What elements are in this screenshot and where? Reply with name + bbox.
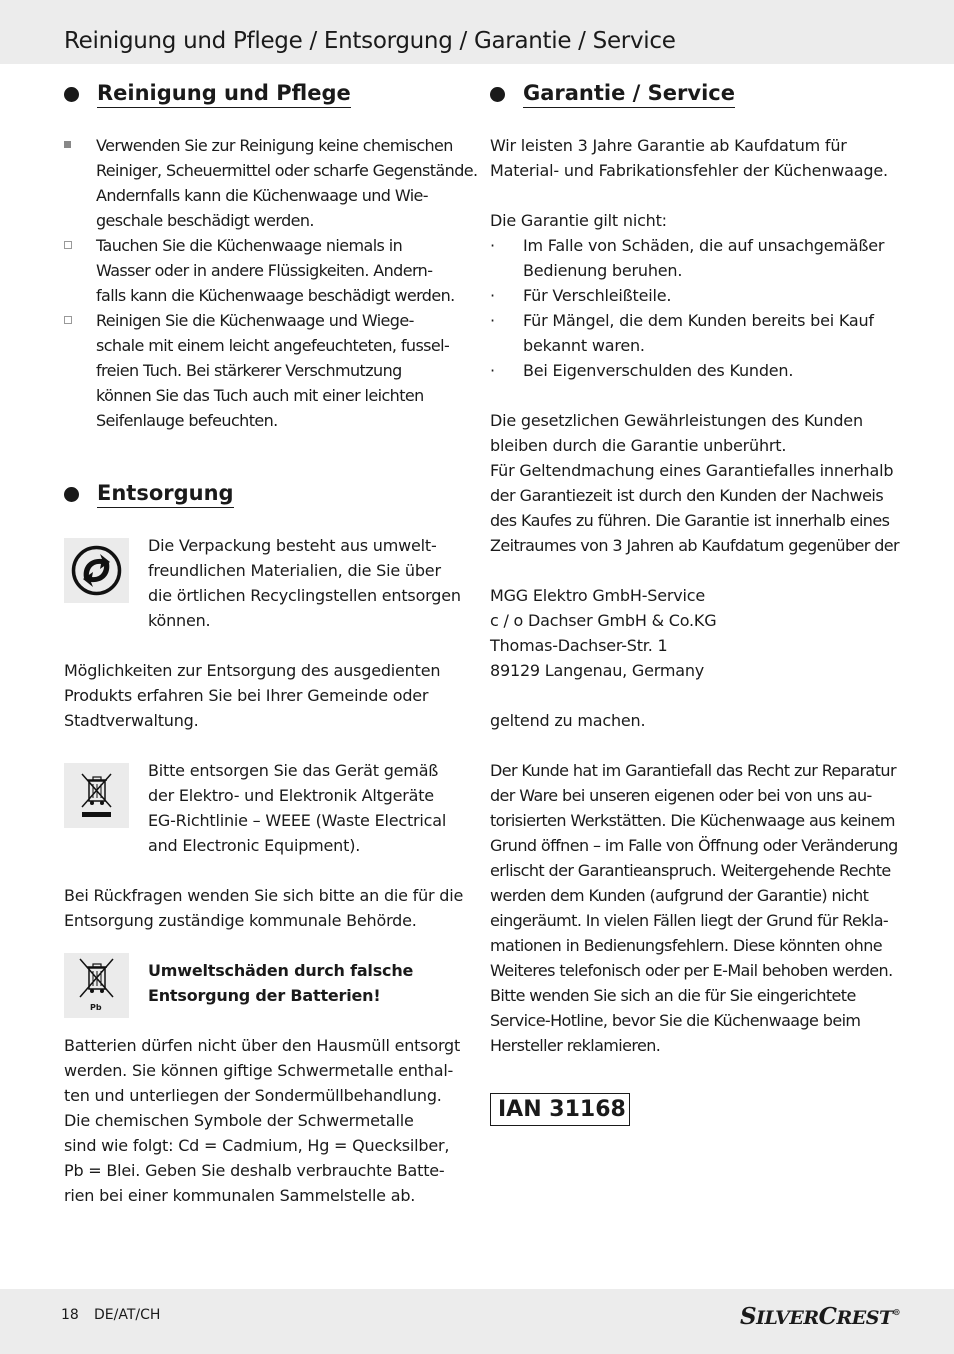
battery-warning: Umweltschäden durch falsche Entsorgung der Batterien!	[148, 961, 414, 1005]
bullet-dot-icon	[490, 87, 505, 102]
section-heading-warranty	[490, 80, 735, 108]
dot-bullet-icon: ·	[490, 311, 496, 330]
exclusion-1: Im Falle von Schäden, die auf unsachgemäßer Bedienung beruhen.	[523, 236, 885, 280]
packaging-text: Die Verpackung besteht aus umwelt- freundlichen Materialien, die Sie über die örtlichen Recyclingstellen entsorgen können.	[148, 536, 461, 630]
page-language: DE/AT/CH	[94, 1307, 161, 1323]
heading-label: Entsorgung	[97, 480, 234, 508]
weee-text: Bitte entsorgen Sie das Gerät gemäß der Elektro- und Elektronik Altgeräte EG-Richtlinie – WEEE (Waste Electrical and Electronic Equipment).	[148, 761, 447, 855]
page-title: Reinigung und Pflege / Entsorgung / Garantie / Service	[64, 28, 676, 54]
cleaning-item-3: Reinigen Sie die Küchenwaage und Wiege- schale mit einem leicht angefeuchteten, fussel- freien Tuch. Bei stärkerer Verschmutzung können Sie das Tuch auch mit einer leichten Seifenlauge befeuchten.	[96, 311, 450, 430]
disposal-options-text: Möglichkeiten zur Entsorgung des ausgedienten Produkts erfahren Sie bei Ihrer Gemeinde oder Stadtverwaltung.	[64, 661, 441, 730]
cleaning-item-2: Tauchen Sie die Küchenwaage niemals in Wasser oder in andere Flüssigkeiten. Andern- falls kann die Küchenwaage beschädigt werden.	[96, 236, 455, 305]
square-bullet-icon	[64, 141, 71, 148]
battery-pb-label: Pb	[90, 1003, 102, 1012]
exclusion-3: Für Mängel, die dem Kunden bereits bei Kauf bekannt waren.	[523, 311, 874, 355]
heading-label: Garantie / Service	[523, 80, 735, 108]
square-outline-bullet-icon	[64, 316, 72, 324]
battery-text: Batterien dürfen nicht über den Hausmüll entsorgt werden. Sie können giftige Schwermetalle enthal- ten und unterliegen der Sondermüllbehandlung. Die chemischen Symbole der Schwermetalle sind wie folgt: Cd = Cadmium, Hg = Quecksilber, Pb = Blei. Geben Sie deshalb verbrauchte Batte- rien bei einer kommunalen Sammelstelle ab.	[64, 1036, 461, 1205]
bullet-dot-icon	[64, 87, 79, 102]
dot-bullet-icon: ·	[490, 361, 496, 380]
bullet-dot-icon	[64, 487, 79, 502]
warranty-not-valid-label: Die Garantie gilt nicht:	[490, 211, 667, 230]
dot-bullet-icon: ·	[490, 286, 496, 305]
warranty-statutory: Die gesetzlichen Gewährleistungen des Kunden bleiben durch die Garantie unberührt. Für Geltendmachung eines Garantiefalles innerhalb der Garantiezeit ist durch den Kunden der Nachweis des Kaufes zu führen. Die Garantie ist innerhalb eines Zeitraumes von 3 Jahren ab Kaufdatum gegenüber der	[490, 411, 900, 555]
warranty-repair-text: Der Kunde hat im Garantiefall das Recht zur Reparatur der Ware bei unseren eigenen oder bei von uns au- torisierten Werkstätten. Die Küchenwaage aus keinem Grund öffnen – im Falle von Öffnung oder Veränderung erlischt der Garantieanspruch. Weitergehende Rechte werden dem Kunden (aufgrund der Garantie) nicht eingeräumt. In vielen Fällen liegt der Grund für Rekla- mationen in Bedienungsfehlern. Diese könnten ohne Weiteres telefonisch oder per E-Mail behoben werden. Bitte wenden Sie sich an die für Sie eingerichtete Service-Hotline, bevor Sie die Küchenwaage beim Hersteller reklamieren.	[490, 761, 898, 1055]
dot-bullet-icon: ·	[490, 236, 496, 255]
section-heading-cleaning	[64, 80, 351, 108]
exclusion-4: Bei Eigenverschulden des Kunden.	[523, 361, 794, 380]
ian-number-box: IAN 31168	[490, 1093, 630, 1126]
cleaning-item-1: Verwenden Sie zur Reinigung keine chemischen Reiniger, Scheuermittel oder scharfe Gegenstände. Andernfalls kann die Küchenwaage und Wie- geschale beschädigt werden.	[96, 136, 478, 230]
heading-label: Reinigung und Pflege	[97, 80, 351, 108]
questions-text: Bei Rückfragen wenden Sie sich bitte an die für die Entsorgung zuständige kommunale Behörde.	[64, 886, 464, 930]
service-address: MGG Elektro GmbH-Service c / o Dachser GmbH & Co.KG Thomas-Dachser-Str. 1 89129 Langenau, Germany	[490, 586, 717, 680]
warranty-intro: Wir leisten 3 Jahre Garantie ab Kaufdatum für Material- und Fabrikationsfehler der Küchenwaage.	[490, 136, 888, 180]
square-outline-bullet-icon	[64, 241, 72, 249]
weee-crossed-bin-icon	[64, 763, 129, 828]
green-dot-recycling-icon	[64, 538, 129, 603]
silvercrest-logo: SILVERCREST®	[740, 1303, 901, 1330]
warranty-assert-text: geltend zu machen.	[490, 711, 646, 730]
section-heading-disposal	[64, 480, 234, 508]
page-number: 18	[61, 1307, 79, 1323]
exclusion-2: Für Verschleißteile.	[523, 286, 672, 305]
